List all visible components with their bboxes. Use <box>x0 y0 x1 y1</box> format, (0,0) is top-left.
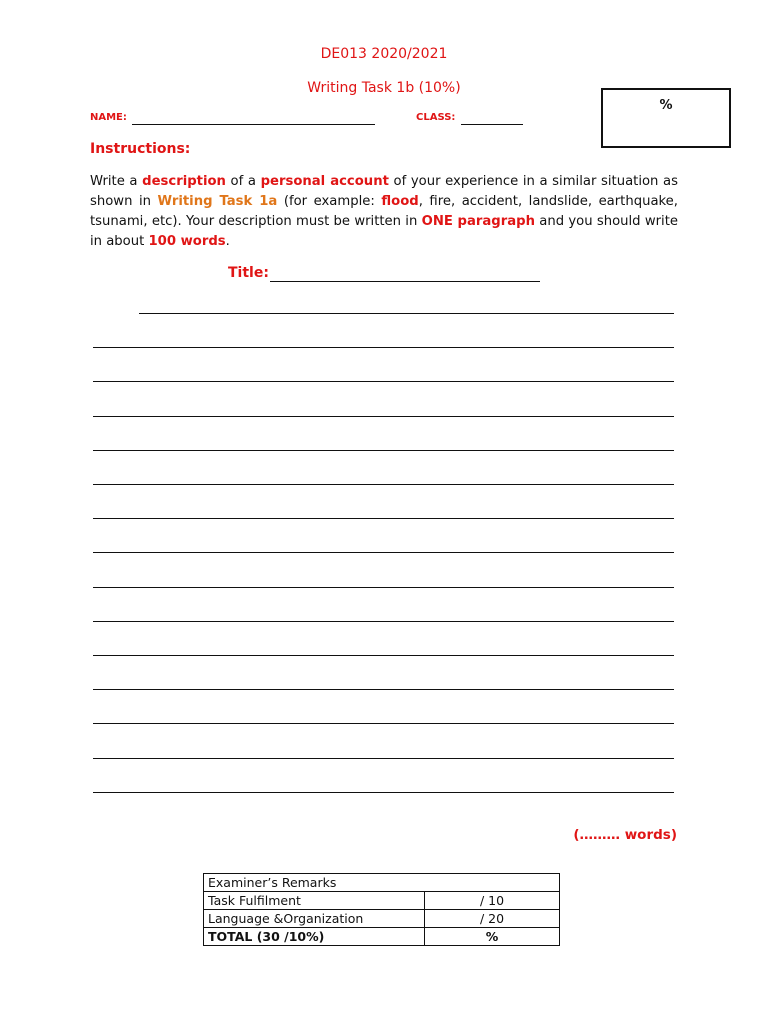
course-code: DE013 2020/2021 <box>320 46 448 62</box>
writing-line[interactable] <box>93 416 674 417</box>
class-blank-line[interactable] <box>461 124 523 125</box>
score-cell: / 10 <box>425 892 560 910</box>
title-label: Title: <box>228 265 269 281</box>
writing-line[interactable] <box>93 587 674 588</box>
instr-text-6: and you should write in about <box>90 214 678 249</box>
class-label: CLASS: <box>416 112 456 123</box>
title-blank-line[interactable] <box>270 281 540 282</box>
writing-line[interactable] <box>93 689 674 690</box>
instr-highlight-100-words: 100 words <box>148 234 226 249</box>
instr-text-2: of a <box>225 174 261 189</box>
table-header-cell: Examiner’s Remarks <box>204 874 560 892</box>
writing-line[interactable] <box>93 621 674 622</box>
instr-highlight-flood: flood <box>381 194 419 209</box>
writing-line[interactable] <box>93 484 674 485</box>
instr-text-4: (for example: <box>277 194 382 209</box>
total-criterion-cell: TOTAL (30 /10%) <box>204 928 425 946</box>
instr-text-7: . <box>225 234 230 249</box>
writing-line[interactable] <box>93 347 674 348</box>
writing-line[interactable] <box>93 655 674 656</box>
table-total-row <box>204 928 560 946</box>
writing-line[interactable] <box>93 518 674 519</box>
score-cell: / 20 <box>425 910 560 928</box>
instr-highlight-writing-task-1a: Writing Task 1a <box>157 194 278 209</box>
instructions-paragraph <box>90 172 678 252</box>
writing-line[interactable] <box>93 723 674 724</box>
instr-highlight-description: description <box>142 174 226 189</box>
table-row <box>204 910 560 928</box>
name-label: NAME: <box>90 112 127 123</box>
score-box <box>601 88 731 148</box>
writing-line[interactable] <box>93 792 674 793</box>
instr-text-3: of your experience in a similar situation as shown in <box>90 174 678 209</box>
score-box-percent: % <box>659 98 673 113</box>
instr-text-1: Write a <box>90 174 143 189</box>
task-title: Writing Task 1b (10%) <box>307 80 461 96</box>
word-count-label: (……… words) <box>573 827 677 843</box>
writing-line[interactable] <box>93 450 674 451</box>
writing-line[interactable] <box>93 381 674 382</box>
writing-line[interactable] <box>93 758 674 759</box>
instr-text-5: , fire, accident, landslide, earthquake, tsunami, etc). Your description must be written in <box>90 194 678 229</box>
writing-line[interactable] <box>139 313 674 314</box>
examiner-remarks-table <box>203 873 560 946</box>
criterion-cell: Task Fulfilment <box>204 892 425 910</box>
instr-highlight-personal-account: personal account <box>260 174 389 189</box>
total-score-cell: % <box>425 928 560 946</box>
instructions-heading: Instructions: <box>90 141 191 157</box>
criterion-cell: Language &Organization <box>204 910 425 928</box>
writing-line[interactable] <box>93 552 674 553</box>
name-blank-line[interactable] <box>132 124 375 125</box>
table-row <box>204 892 560 910</box>
table-header-row <box>204 874 560 892</box>
instr-highlight-one-paragraph: ONE paragraph <box>421 214 535 229</box>
